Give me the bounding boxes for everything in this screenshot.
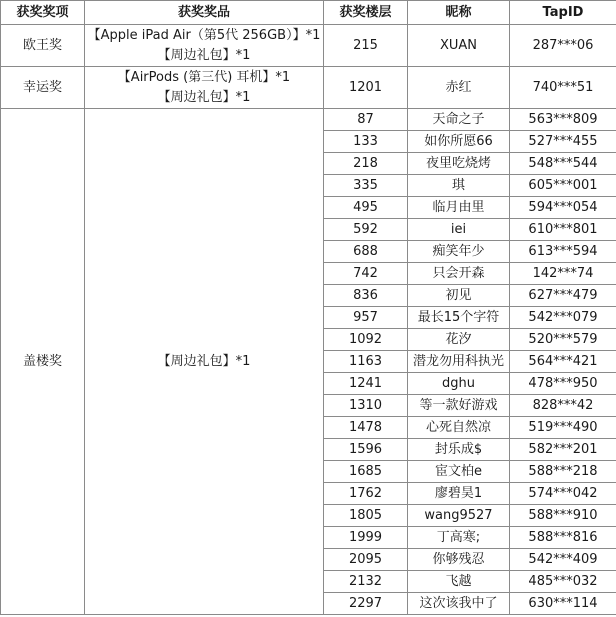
tapid-cell: 588***816 xyxy=(510,527,616,549)
nickname-cell: dghu xyxy=(408,373,510,395)
floor-cell: 215 xyxy=(324,25,408,67)
nickname-cell: 你够残忍 xyxy=(408,549,510,571)
nickname-cell: 这次该我中了 xyxy=(408,593,510,615)
lucky-award-row xyxy=(1,67,616,109)
prize-line: 【Apple iPad Air（第5代 256GB）】*1 xyxy=(87,27,321,43)
nickname-cell: 心死自然凉 xyxy=(408,417,510,439)
header-award-prize: 获奖奖品 xyxy=(85,1,324,25)
floor-cell: 742 xyxy=(324,263,408,285)
header-floor: 获奖楼层 xyxy=(324,1,408,25)
tapid-cell: 627***479 xyxy=(510,285,616,307)
floor-cell: 1596 xyxy=(324,439,408,461)
tapid-cell: 542***409 xyxy=(510,549,616,571)
floor-cell: 133 xyxy=(324,131,408,153)
table-row xyxy=(1,109,616,131)
floor-cell: 1478 xyxy=(324,417,408,439)
floor-cell: 1241 xyxy=(324,373,408,395)
floor-cell: 592 xyxy=(324,219,408,241)
tapid-cell: 605***001 xyxy=(510,175,616,197)
tapid-cell: 588***910 xyxy=(510,505,616,527)
header-row xyxy=(1,1,616,25)
tapid-cell: 519***490 xyxy=(510,417,616,439)
award-name: 幸运奖 xyxy=(1,67,85,109)
tapid-cell: 588***218 xyxy=(510,461,616,483)
nickname-cell: 痴笑年少 xyxy=(408,241,510,263)
floor-cell: 495 xyxy=(324,197,408,219)
tapid-cell: 520***579 xyxy=(510,329,616,351)
tapid-cell: 527***455 xyxy=(510,131,616,153)
header-nickname: 昵称 xyxy=(408,1,510,25)
nickname-cell: 廖碧昊1 xyxy=(408,483,510,505)
nickname-cell: 只会开森 xyxy=(408,263,510,285)
floor-cell: 688 xyxy=(324,241,408,263)
floor-cell: 1762 xyxy=(324,483,408,505)
nickname-cell: 丁高寒; xyxy=(408,527,510,549)
nickname-cell: 初见 xyxy=(408,285,510,307)
award-prize xyxy=(85,67,324,109)
floor-cell: 1805 xyxy=(324,505,408,527)
nickname-cell: 最长15个字符 xyxy=(408,307,510,329)
floor-cell: 2297 xyxy=(324,593,408,615)
tapid-cell: 630***114 xyxy=(510,593,616,615)
tapid-cell: 485***032 xyxy=(510,571,616,593)
tapid-cell: 828***42 xyxy=(510,395,616,417)
tapid-cell: 740***51 xyxy=(510,67,616,109)
floor-cell: 2095 xyxy=(324,549,408,571)
prize-line: 【周边礼包】*1 xyxy=(157,89,251,105)
floor-cell: 87 xyxy=(324,109,408,131)
nickname-cell: 花汐 xyxy=(408,329,510,351)
tapid-cell: 564***421 xyxy=(510,351,616,373)
nickname-cell: wang9527 xyxy=(408,505,510,527)
floor-cell: 1310 xyxy=(324,395,408,417)
prize-line: 【周边礼包】*1 xyxy=(157,47,251,63)
nickname-cell: 夜里吃烧烤 xyxy=(408,153,510,175)
prize-line: 【AirPods (第三代) 耳机】*1 xyxy=(117,69,291,85)
floor-cell: 1092 xyxy=(324,329,408,351)
tapid-cell: 610***801 xyxy=(510,219,616,241)
award-prize xyxy=(85,25,324,67)
nickname-cell: 天命之子 xyxy=(408,109,510,131)
floor-cell: 1685 xyxy=(324,461,408,483)
tapid-cell: 287***06 xyxy=(510,25,616,67)
tapid-cell: 542***079 xyxy=(510,307,616,329)
award-name: 盖楼奖 xyxy=(1,109,85,615)
header-award-type: 获奖奖项 xyxy=(1,1,85,25)
header-tapid: TapID xyxy=(510,1,616,25)
floor-cell: 218 xyxy=(324,153,408,175)
tapid-cell: 574***042 xyxy=(510,483,616,505)
floor-cell: 836 xyxy=(324,285,408,307)
nickname-cell: 琪 xyxy=(408,175,510,197)
tapid-cell: 548***544 xyxy=(510,153,616,175)
floor-cell: 2132 xyxy=(324,571,408,593)
nickname-cell: 潜龙勿用科执光 xyxy=(408,351,510,373)
nickname-cell: 等一款好游戏 xyxy=(408,395,510,417)
tapid-cell: 582***201 xyxy=(510,439,616,461)
floor-cell: 335 xyxy=(324,175,408,197)
floor-cell: 1163 xyxy=(324,351,408,373)
floor-cell: 1999 xyxy=(324,527,408,549)
floor-cell: 1201 xyxy=(324,67,408,109)
tapid-cell: 563***809 xyxy=(510,109,616,131)
tapid-cell: 613***594 xyxy=(510,241,616,263)
tapid-cell: 478***950 xyxy=(510,373,616,395)
nickname-cell: iei xyxy=(408,219,510,241)
nickname-cell: 如你所愿66 xyxy=(408,131,510,153)
king-award-row xyxy=(1,25,616,67)
nickname-cell: 赤红 xyxy=(408,67,510,109)
tapid-cell: 142***74 xyxy=(510,263,616,285)
award-prize: 【周边礼包】*1 xyxy=(85,109,324,615)
floor-cell: 957 xyxy=(324,307,408,329)
nickname-cell: 飞越 xyxy=(408,571,510,593)
nickname-cell: XUAN xyxy=(408,25,510,67)
nickname-cell: 临月由里 xyxy=(408,197,510,219)
award-name: 欧王奖 xyxy=(1,25,85,67)
nickname-cell: 宦文柏e xyxy=(408,461,510,483)
nickname-cell: 封乐成$ xyxy=(408,439,510,461)
tapid-cell: 594***054 xyxy=(510,197,616,219)
